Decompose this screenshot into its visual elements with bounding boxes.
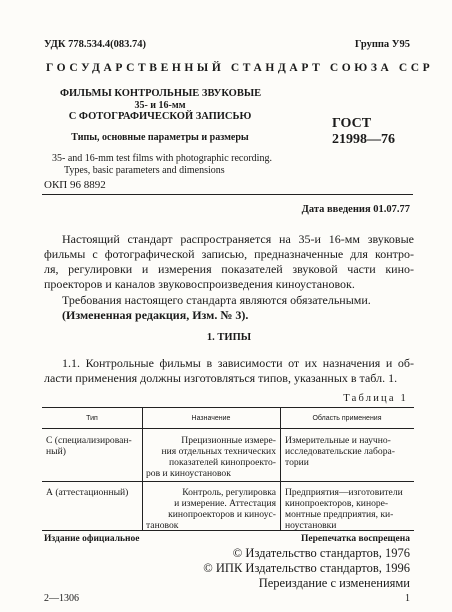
copyright-1976: © Издательство стандартов, 1976 (232, 546, 410, 560)
row2-area-line-4: ноустановки (285, 520, 337, 531)
official-edition: Издание официальное (44, 534, 140, 544)
standard-line: ГОСУДАРСТВЕННЫЙ СТАНДАРТ СОЮЗА ССР (46, 62, 434, 74)
scope-line-4: проекторов и каналов звуковоспроизведения киноустановок. (44, 277, 355, 291)
scope-line-2: фильмы с фотографической записью, предназначенные для контро- (44, 247, 414, 261)
header-area: Область применения (312, 415, 382, 422)
mandatory-paragraph: Требования настоящего стандарта являются обязательными. (62, 293, 371, 307)
row1-purpose-line-4: ров и киноустановок (146, 468, 231, 479)
scope-line-3: ля, регулировки и измерения показателей звуковой части кино- (44, 262, 414, 276)
table-col-divider-1 (142, 407, 143, 530)
udc-code: УДК 778.534.4(083.74) (44, 39, 146, 50)
title-line-1: ФИЛЬМЫ КОНТРОЛЬНЫЕ ЗВУКОВЫЕ (60, 88, 262, 99)
row2-type-line-1: А (аттестационный) (46, 487, 129, 498)
table-header-rule (42, 428, 414, 429)
row2-area-line-3: монтные предприятия, ки- (285, 509, 394, 520)
row2-area-line-1: Предприятия—изготовители (285, 487, 403, 498)
amendment-note: (Измененная редакция, Изм. № 3). (62, 308, 249, 322)
title-divider (42, 194, 413, 195)
row1-area-line-1: Измерительные и научно- (285, 435, 391, 446)
row2-purpose-line-4: тановок (146, 520, 179, 531)
order-number: 2—1306 (44, 593, 79, 604)
row2-purpose-line-2: и измерение. Аттестация (174, 498, 276, 509)
section-title: 1. ТИПЫ (206, 332, 252, 343)
table-caption: Таблица 1 (343, 393, 408, 404)
row2-purpose-line-3: кинопроекторов и киноус- (168, 509, 276, 520)
row1-purpose-line-2: ния отдельных технических (161, 446, 276, 457)
reprint-notice: Перепечатка воспрещена (300, 534, 410, 544)
title-line-3: С ФОТОГРАФИЧЕСКОЙ ЗАПИСЬЮ (68, 111, 252, 122)
table-row-rule (42, 481, 414, 482)
row2-area-line-2: кинопроекторов, киноре- (285, 498, 389, 509)
scope-line-1: Настоящий стандарт распространяется на 35-и 16-мм звуковые (62, 232, 414, 246)
document-subtitle: Типы, основные параметры и размеры (71, 132, 249, 143)
row1-area-line-3: тории (285, 457, 309, 468)
row1-type-line-2: ный) (46, 446, 66, 457)
clause-1-1-line-1: 1.1. Контрольные фильмы в зависимости от их назначения и об- (62, 356, 414, 370)
row1-area-line-2: исследовательские лабора- (285, 446, 395, 457)
okp-code: ОКП 96 8892 (44, 179, 106, 191)
row1-purpose-line-1: Прецизионные измере- (181, 435, 276, 446)
introduction-date: Дата введения 01.07.77 (301, 204, 410, 215)
gost-label: ГОСТ (332, 116, 372, 131)
header-type: Тип (86, 415, 98, 422)
page-number: 1 (405, 593, 410, 604)
header-purpose: Назначение (191, 415, 231, 422)
copyright-1996: © ИПК Издательство стандартов, 1996 (203, 561, 410, 575)
row1-purpose-line-3: показателей кинопроекто- (169, 457, 276, 468)
row2-purpose-line-1: Контроль, регулировка (182, 487, 276, 498)
gost-number: 21998—76 (332, 132, 395, 147)
table-top-rule (42, 407, 414, 408)
clause-1-1-line-2: ласти применения должны изготовляться типов, указанных в табл. 1. (44, 371, 398, 385)
row1-type-line-1: С (специализирован- (46, 435, 132, 446)
group-code: Группа У95 (354, 39, 410, 50)
reissue-note: Переиздание с изменениями (258, 576, 410, 590)
table-col-divider-2 (280, 407, 281, 530)
english-title-line-2: Types, basic parameters and dimensions (64, 165, 225, 176)
english-title-line-1: 35- and 16-mm test films with photographic recording. (52, 153, 272, 164)
title-line-2: 35- и 16-мм (134, 100, 186, 111)
